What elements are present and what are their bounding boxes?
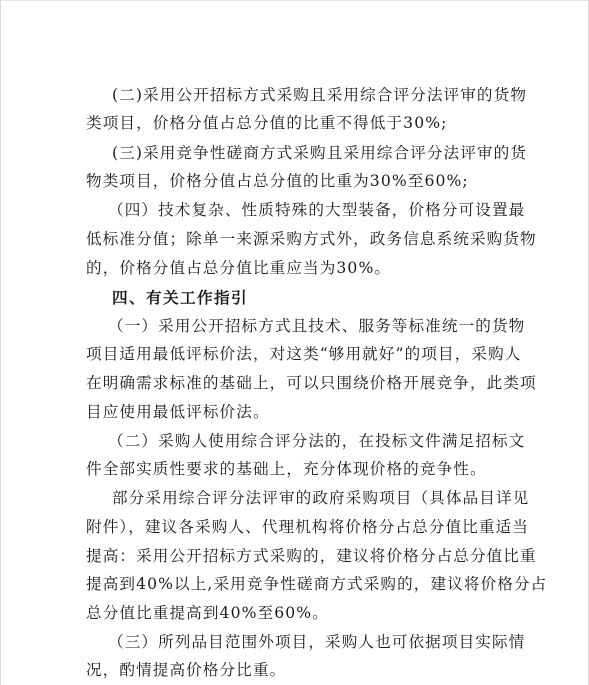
paragraph-3-line-1: (三)采用竞争性磋商方式采购且采用综合评分法评审的货 [112, 143, 528, 162]
paragraph-4-line-2: 低标准分值；除单一来源采购方式外，政务信息系统采购货物 [86, 230, 537, 249]
guide-3-line-2: 况，酌情提高价格分比重。 [86, 661, 287, 679]
paragraph-3-line-2: 物类项目，价格分值占总分值的比重为30%至60%; [86, 171, 469, 190]
guide-2b-line-1: 部分采用综合评分法评审的政府采购项目（具体品目详见 [112, 489, 530, 508]
guide-2b-line-4: 提高到40%以上,采用竞争性磋商方式采购的，建议将价格分占 [86, 575, 548, 594]
guide-1-line-2: 项目适用最低评标价法，对这类“够用就好”的项目，采购人 [86, 345, 522, 364]
guide-1-line-3: 在明确需求标准的基础上，可以只围绕价格开展竞争，此类项 [86, 374, 537, 393]
paragraph-4-line-3: 的，价格分值占总分值比重应当为30%。 [86, 258, 392, 277]
paragraph-4-line-1: （四）技术复杂、性质特殊的大型装备，价格分可设置最 [108, 201, 526, 219]
guide-2b-line-5: 总分值比重提高到40%至60%。 [86, 603, 329, 622]
guide-3-line-1: （三）所列品目范围外项目，采购人也可依据项目实际情 [108, 632, 526, 651]
guide-1-line-4: 目应使用最低评标价法。 [86, 402, 270, 421]
paragraph-2-line-1: (二)采用公开招标方式采购且采用综合评分法评审的货物 [112, 86, 528, 104]
guide-2-line-2: 件全部实质性要求的基础上，充分体现价格的竞争性。 [86, 460, 487, 479]
section-heading: 四、有关工作指引 [112, 288, 248, 307]
guide-2-line-1: （二）采购人使用综合评分法的，在投标文件满足招标文 [108, 431, 526, 450]
guide-2b-line-2: 附件），建议各采购人、代理机构将价格分占总分值比重适当 [86, 517, 529, 536]
paragraph-2-line-2: 类项目，价格分值占总分值的比重不得低于30%; [86, 114, 448, 133]
guide-1-line-1: （一）采用公开招标方式且技术、服务等标准统一的货物 [108, 316, 526, 335]
guide-2b-line-3: 提高：采用公开招标方式采购的，建议将价格分占总分值比重 [86, 546, 537, 565]
